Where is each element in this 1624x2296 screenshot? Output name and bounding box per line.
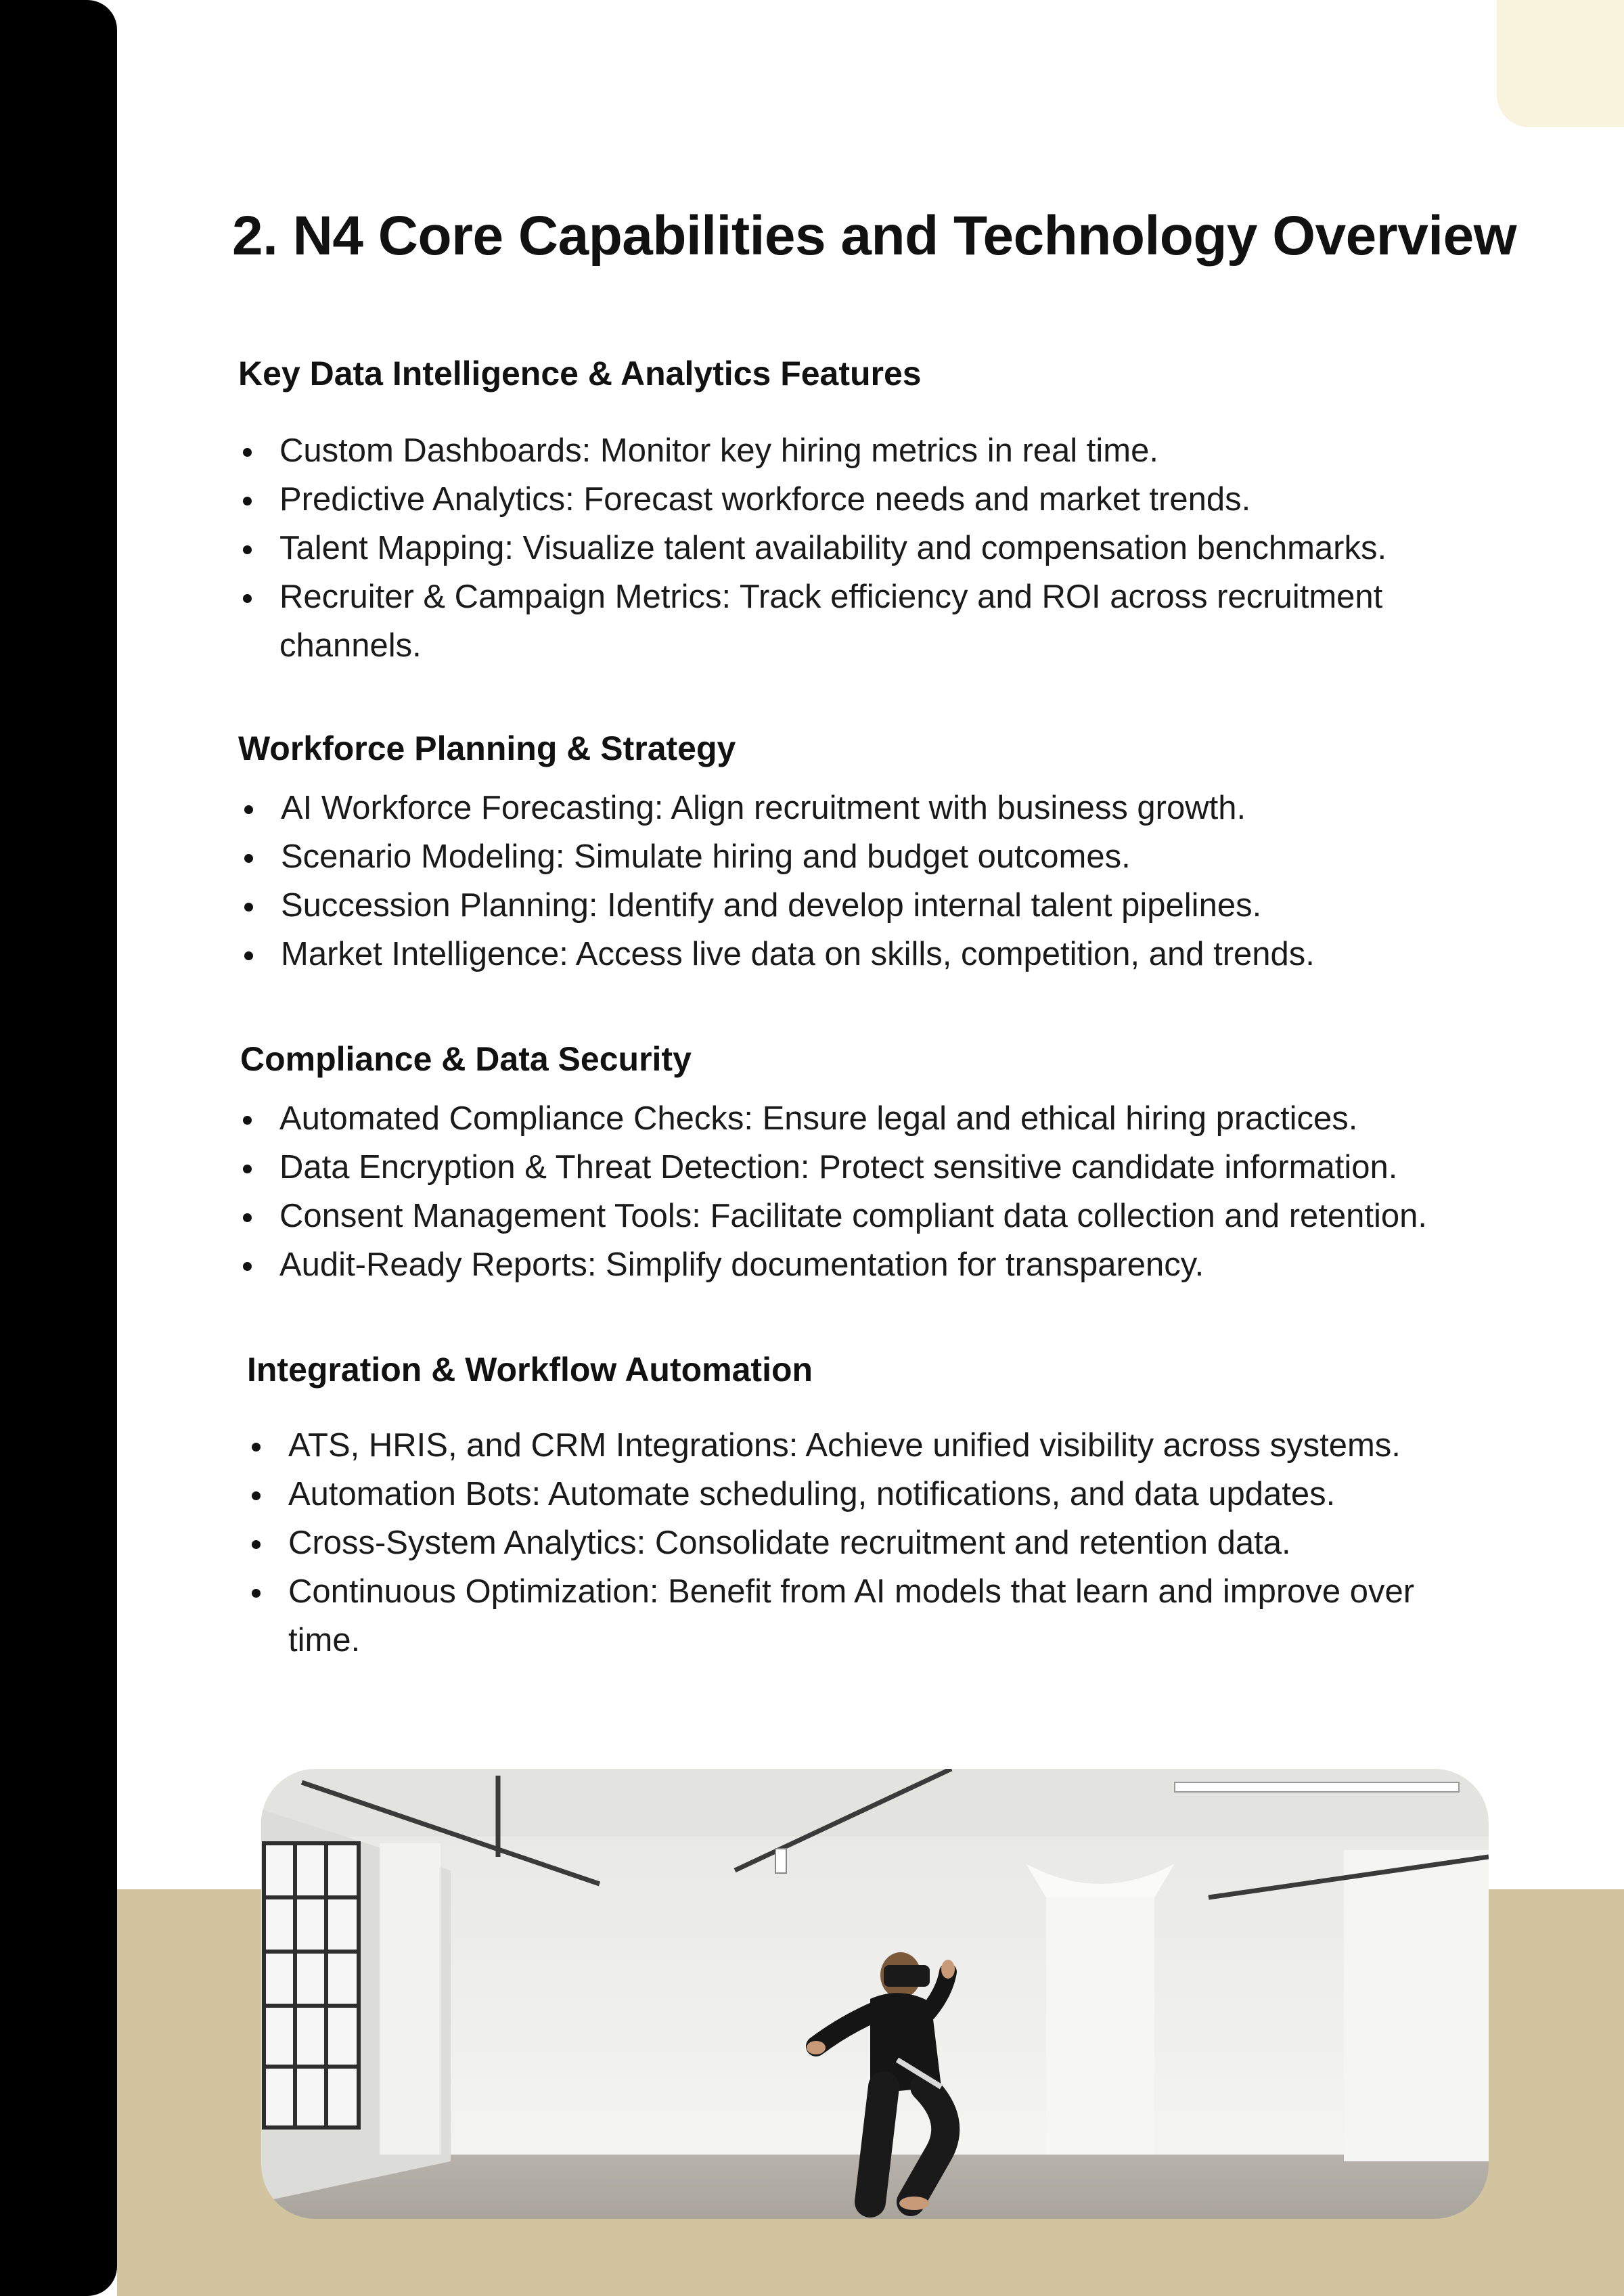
vr-user-photo [261,1769,1489,2219]
list-item: Audit-Ready Reports: Simplify documentation for transparency. [279,1240,1427,1289]
list-item: Data Encryption & Threat Detection: Protect sensitive candidate information. [279,1143,1427,1192]
list-item: ATS, HRIS, and CRM Integrations: Achieve unified visibility across systems. [288,1421,1493,1470]
section-heading: Workforce Planning & Strategy [238,729,736,767]
list-item: Talent Mapping: Visualize talent availability and compensation benchmarks. [279,524,1484,572]
feature-list [279,426,1484,670]
list-item: Succession Planning: Identify and develop internal talent pipelines. [281,881,1315,930]
page-title: 2. N4 Core Capabilities and Technology Overview [232,205,1516,267]
list-item: Predictive Analytics: Forecast workforce needs and market trends. [279,475,1484,524]
section-heading: Compliance & Data Security [240,1040,692,1078]
feature-list [279,1094,1427,1289]
list-item: Continuous Optimization: Benefit from AI models that learn and improve over time. [288,1567,1493,1665]
list-item: Automation Bots: Automate scheduling, notifications, and data updates. [288,1470,1493,1518]
list-item: Cross-System Analytics: Consolidate recruitment and retention data. [288,1518,1493,1567]
list-item: Market Intelligence: Access live data on skills, competition, and trends. [281,930,1315,978]
feature-list [288,1421,1493,1665]
list-item: Custom Dashboards: Monitor key hiring metrics in real time. [279,426,1484,475]
list-item: AI Workforce Forecasting: Align recruitment with business growth. [281,784,1315,832]
section-heading: Key Data Intelligence & Analytics Features [238,355,922,392]
list-item: Recruiter & Campaign Metrics: Track efficiency and ROI across recruitment channels. [279,572,1484,670]
list-item: Automated Compliance Checks: Ensure legal and ethical hiring practices. [279,1094,1427,1143]
section-heading: Integration & Workflow Automation [247,1351,813,1389]
feature-list [281,784,1315,978]
left-sidebar-bar [0,0,117,2296]
list-item: Consent Management Tools: Facilitate compliant data collection and retention. [279,1192,1427,1240]
window-icon [264,1843,359,2128]
corner-accent [1497,0,1624,127]
list-item: Scenario Modeling: Simulate hiring and budget outcomes. [281,832,1315,881]
